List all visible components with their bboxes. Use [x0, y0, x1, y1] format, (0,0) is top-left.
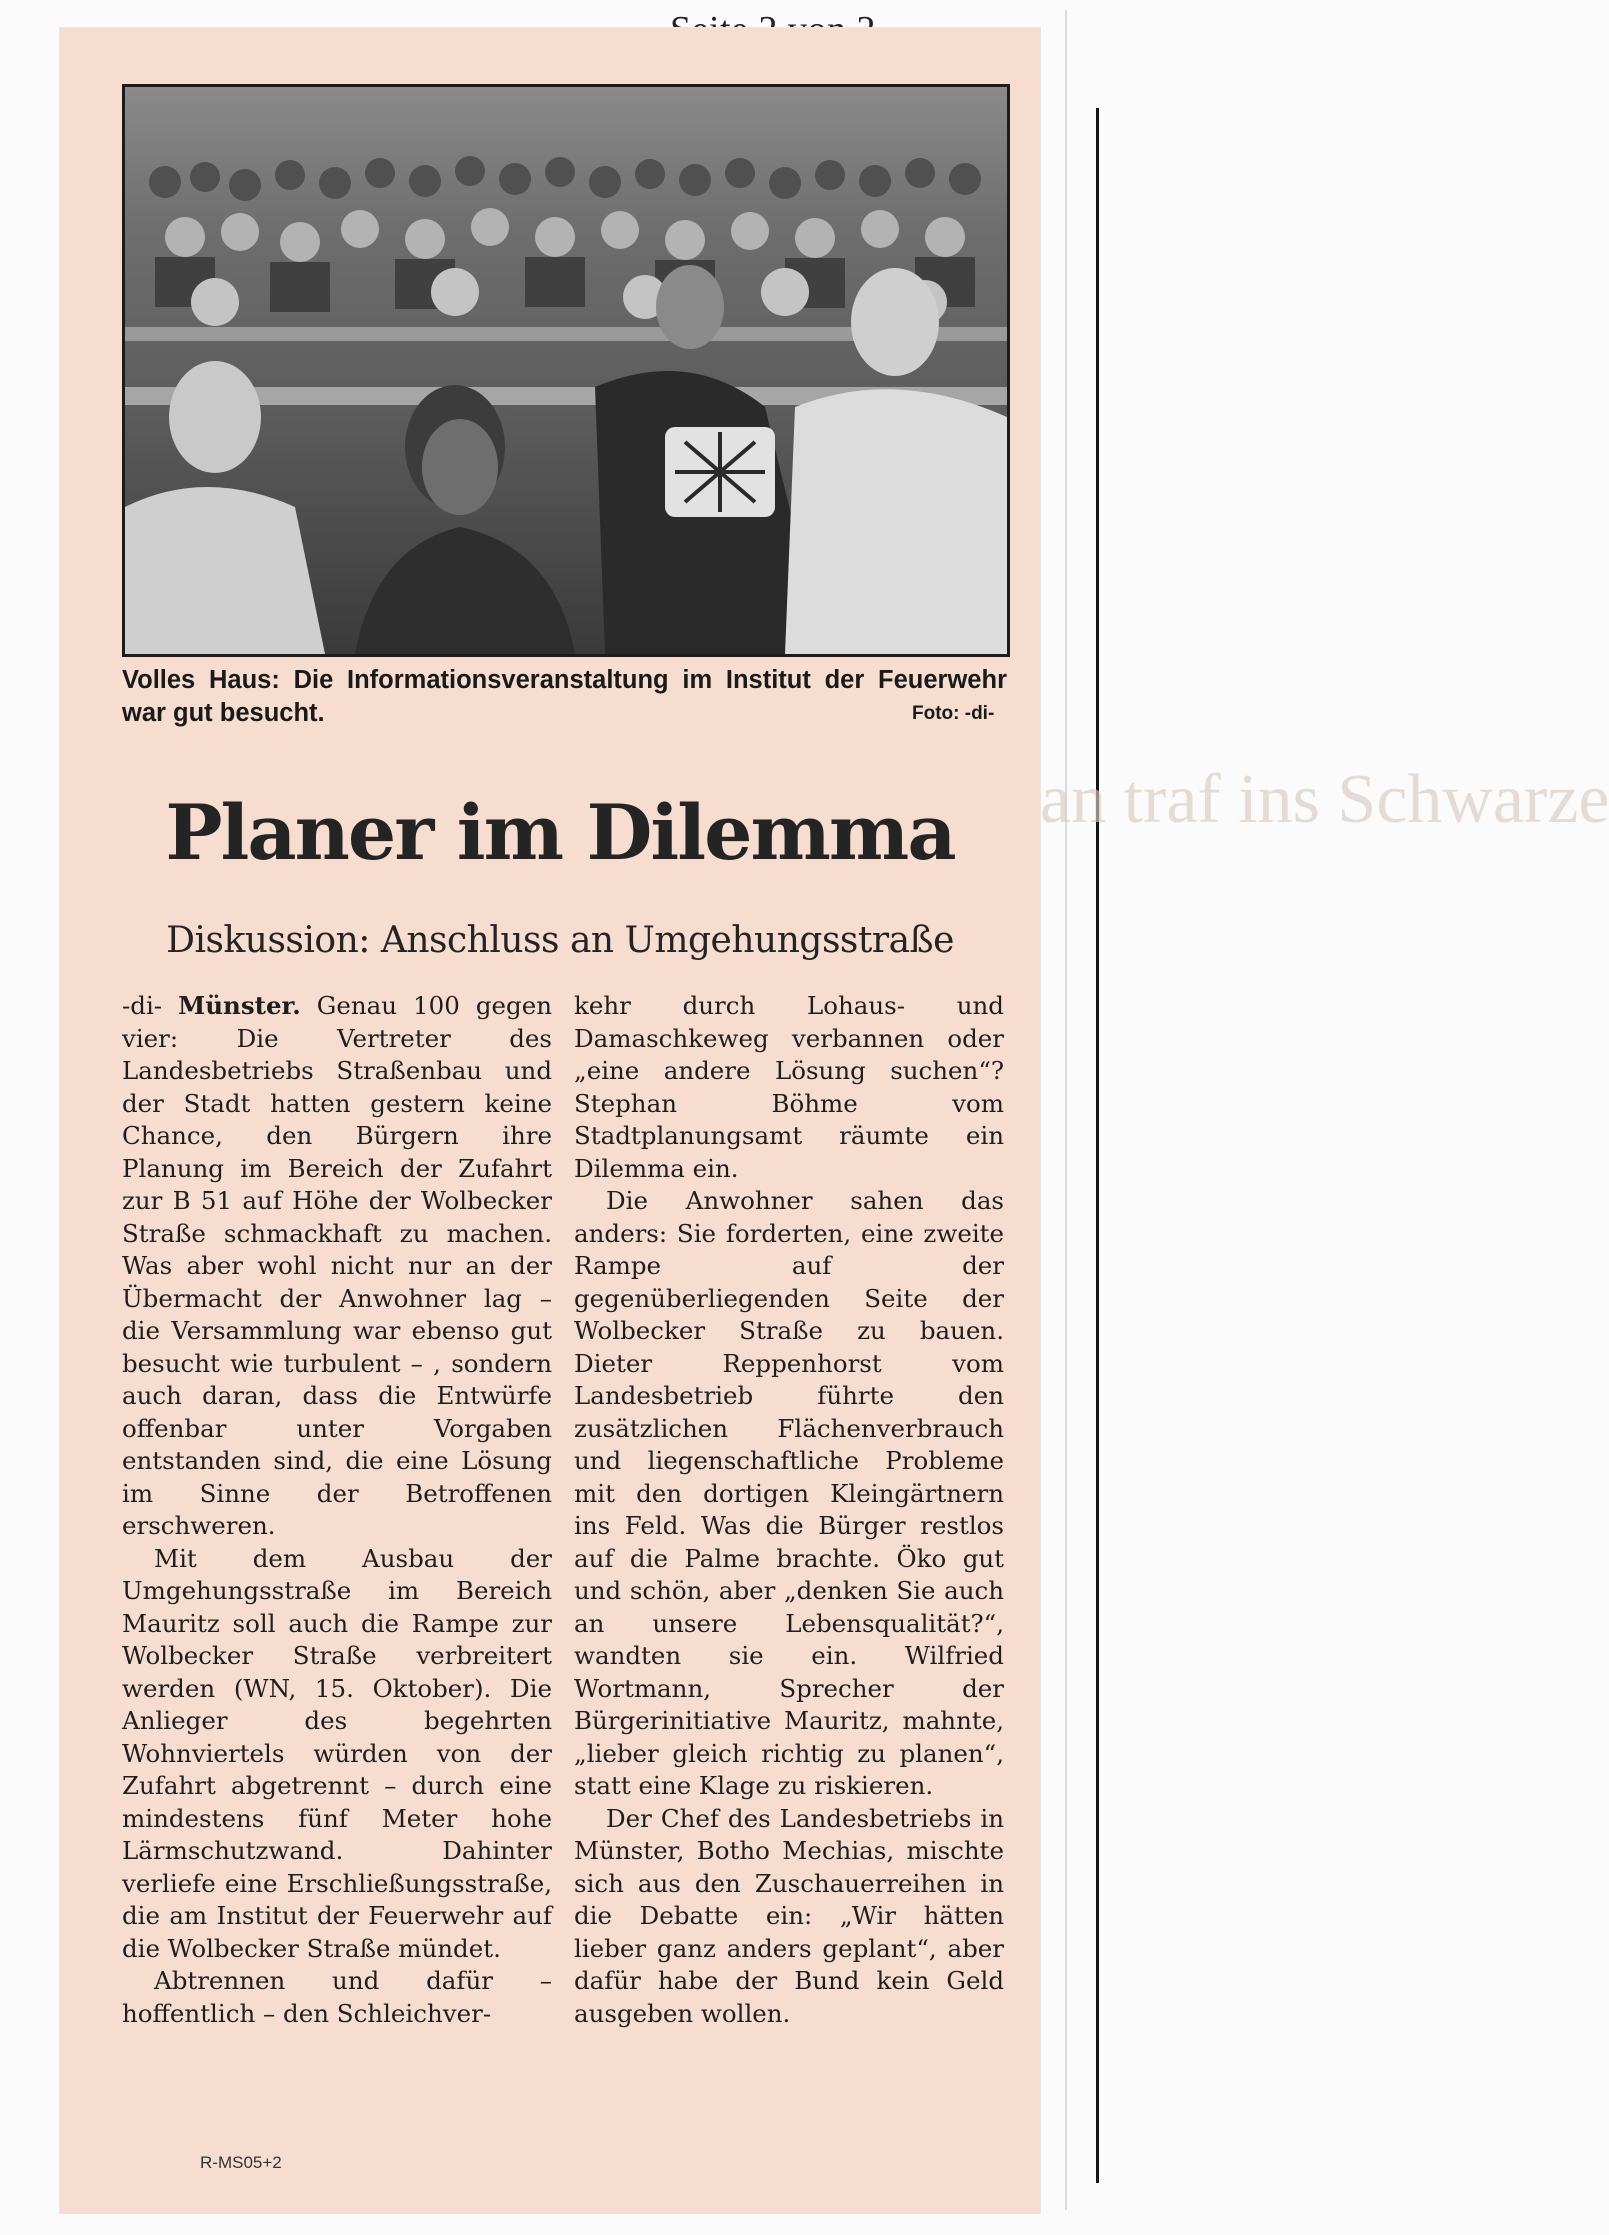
dateline: Münster. — [178, 991, 301, 1020]
article-paragraph: Die Anwohner sahen das anders: Sie forderten, eine zweite Rampe auf der gegenüberliegenden Seite der Wolbecker Straße zu bauen. Dieter Reppenhorst vom Landesbetrieb führte den zusätzlichen Flächenverbrauch und liegenschaftliche Probleme mit den dortigen Kleingärtnern ins Feld. Was die Bürger restlos auf die Palme brachte. Öko gut und schön, aber „denken Sie auch an unsere Lebensqualität?“, wandten sie ein. Wilfried Wortmann, Sprecher der Bürgerinitiative Mauritz, mahnte, „lieber gleich richtig zu planen“, statt eine Klage zu riskieren. — [574, 1186, 1004, 1800]
photo-caption: Volles Haus: Die Informationsveranstaltung im Institut der Feuerwehr war gut besucht. — [122, 666, 1007, 727]
article-text: Genau 100 gegen vier: Die Vertreter des Landesbetriebs Straßenbau und der Stadt hatten gestern keine Chance, den Bürgern ihre Planung im Bereich der Zufahrt zur B 51 auf Höhe der Wolbecker Straße schmackhaft zu machen. Was aber wohl nicht nur an der Übermacht der Anwohner lag – die Versammlung war ebenso gut besucht wie turbulent – , sondern auch daran, dass die Entwürfe offenbar unter Vorgaben entstanden sind, die eine Lösung im Sinne der Betroffenen erschweren. — [122, 991, 552, 1540]
clipping-code: R-MS05+2 — [200, 2153, 282, 2172]
article-column-right — [574, 990, 1004, 2030]
byline: -di- — [122, 991, 163, 1020]
scan-edge-line — [1065, 10, 1067, 2210]
article-paragraph: Der Chef des Landesbetriebs in Münster, Botho Mechias, mischte sich aus den Zuschauerreihen in die Debatte ein: „Wir hätten lieber ganz anders geplant“, aber dafür habe der Bund kein Geld ausgeben wollen. — [574, 1803, 1004, 2028]
audience-photo — [122, 84, 1010, 657]
photo-credit: Foto: -di- — [912, 703, 995, 724]
newspaper-clipping — [60, 28, 1040, 2213]
article-paragraph: Abtrennen und dafür – hoffentlich – den Schleichver- — [122, 1966, 552, 2028]
article-paragraph: kehr durch Lohaus- und Damaschkeweg verbannen oder „eine andere Lösung suchen“? Stephan Böhme vom Stadtplanungsamt räumte ein Dilemma ein. — [574, 991, 1004, 1183]
article-paragraph — [122, 990, 552, 1543]
column-rule — [1096, 108, 1099, 2183]
bleed-through-text: an traf ins Schwarze — [1040, 761, 1609, 838]
article-paragraph: Mit dem Ausbau der Umgehungsstraße im Bereich Mauritz soll auch die Rampe zur Wolbecker Straße verbreitert werden (WN, 15. Oktober). Die Anlieger des begehrten Wohnviertels würden von der Zufahrt abgetrennt – durch eine mindestens fünf Meter hohe Lärmschutzwand. Dahinter verliefe eine Erschließungsstraße, die am Institut der Feuerwehr auf die Wolbecker Straße mündet. — [122, 1543, 552, 1963]
article-column-left — [122, 990, 552, 2030]
audience-photo-image — [125, 87, 1007, 654]
headline: Planer im Dilemma — [165, 788, 955, 877]
subheadline: Diskussion: Anschluss an Umgehungsstraße — [166, 920, 954, 961]
